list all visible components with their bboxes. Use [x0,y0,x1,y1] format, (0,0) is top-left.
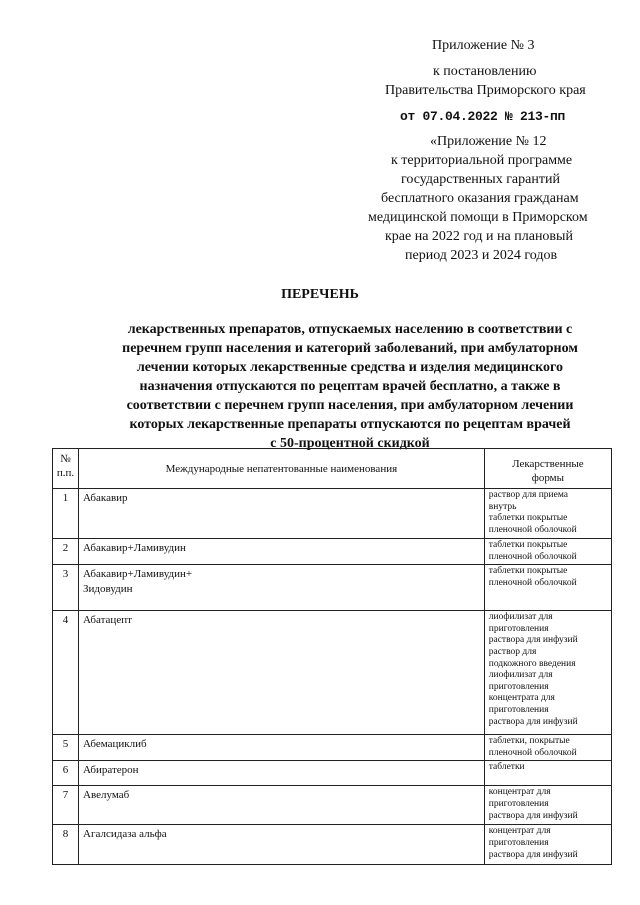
row-name: Абатацепт [79,611,485,735]
row-name: Абакавир+Ламивудин+ Зидовудин [79,565,485,611]
subtitle-line-6: которых лекарственные препараты отпускаются по рецептам врачей [129,417,571,432]
header-form: Лекарственные формы [484,449,611,489]
row-num: 6 [53,761,79,786]
row-name: Авелумаб [79,786,485,825]
document-subtitle [60,320,640,453]
row-form: раствор для приема внутрь таблетки покрытые пленочной оболочкой [484,489,611,539]
table-row [53,611,612,735]
quote-line-2: к территориальной программе [391,153,573,168]
row-form: таблетки покрытые пленочной оболочкой [484,565,611,611]
header-num: № п.п. [53,449,79,489]
table-header-row [53,449,612,489]
quote-line-4: бесплатного оказания гражданам [381,191,579,206]
subtitle-line-4: назначения отпускаются по рецептам врачей бесплатно, а также в [139,379,561,394]
row-form: таблетки покрытые пленочной оболочкой [484,539,611,565]
appendix-number: Приложение № 3 [432,38,535,53]
quote-line-7: период 2023 и 2024 годов [405,248,558,263]
row-num: 8 [53,825,79,865]
row-name: Абемациклиб [79,735,485,761]
row-name: Абакавир [79,489,485,539]
row-num: 3 [53,565,79,611]
subtitle-line-5: соответствии с перечнем групп населения, при амбулаторном лечении [126,398,574,413]
drug-table [52,448,612,865]
row-name: Агалсидаза альфа [79,825,485,865]
table-row [53,489,612,539]
resolution-line-2: Правительства Приморского края [385,83,586,98]
subtitle-line-2: перечнем групп населения и категорий заболеваний, при амбулаторном [122,341,578,356]
table-row [53,786,612,825]
row-num: 2 [53,539,79,565]
table-row [53,565,612,611]
row-name: Абиратерон [79,761,485,786]
row-num: 7 [53,786,79,825]
table-row [53,761,612,786]
subtitle-line-7: с 50-процентной скидкой [270,436,430,451]
row-name: Абакавир+Ламивудин [79,539,485,565]
row-num: 4 [53,611,79,735]
row-form: концентрат для приготовления раствора для инфузий [484,786,611,825]
quote-line-1: «Приложение № 12 [430,134,547,149]
header-name: Международные непатентованные наименования [79,449,485,489]
subtitle-line-3: лечении которых лекарственные средства и изделия медицинского [136,360,564,375]
row-num: 5 [53,735,79,761]
table-row [53,825,612,865]
subtitle-line-1: лекарственных препаратов, отпускаемых населению в соответствии с [127,322,573,337]
resolution-stamp: от 07.04.2022 № 213-пп [400,109,566,124]
resolution-line-1: к постановлению [433,64,537,79]
document-title: ПЕРЕЧЕНЬ [281,287,359,302]
row-form: таблетки [484,761,611,786]
quote-line-5: медицинской помощи в Приморском [368,210,588,225]
quote-line-3: государственных гарантий [401,172,560,187]
row-form: лиофилизат для приготовления раствора для инфузий раствор для подкожного введения лиофилизат для приготовления концентрата для приготовления раствора для инфузий [484,611,611,735]
table-row [53,539,612,565]
row-form: таблетки, покрытые пленочной оболочкой [484,735,611,761]
row-form: концентрат для приготовления раствора для инфузий [484,825,611,865]
quote-line-6: крае на 2022 год и на плановый [385,229,573,244]
table-row [53,735,612,761]
row-num: 1 [53,489,79,539]
